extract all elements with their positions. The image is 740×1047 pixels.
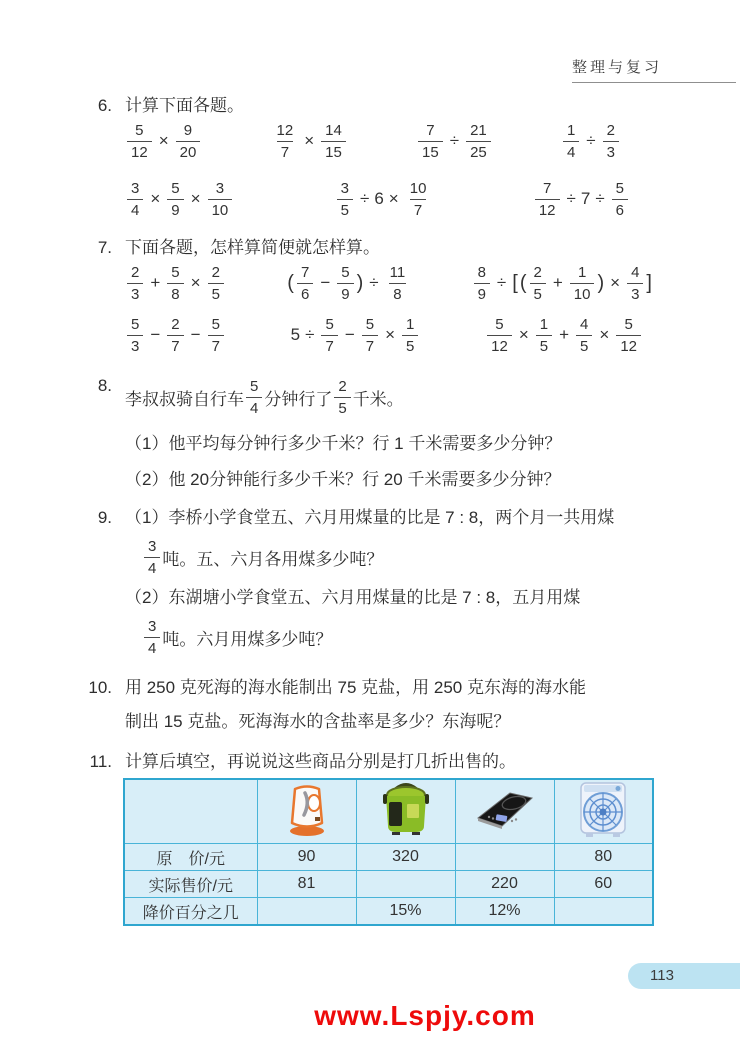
fraction: $\frac{3}{4}$ <box>127 181 143 218</box>
fraction: $\frac{4}{3}$ <box>627 265 643 302</box>
text-token: 吨。五、六月各用煤多少吨？ <box>162 549 384 569</box>
bracket: ) <box>356 271 364 294</box>
fraction: $\frac{3}{5}$ <box>337 181 353 218</box>
operator: × <box>599 325 610 344</box>
exercise-8-question-1: （1）他平均每分钟行多少千米？行 1 千米需要多少分钟？ <box>125 434 562 453</box>
fraction: $\frac{5}{12}$ <box>127 123 152 160</box>
row-label: 实际售价/元 <box>124 871 257 898</box>
exercise-6 <box>0 94 740 222</box>
fraction: $\frac{3}{4}$ <box>144 619 160 656</box>
price-cell: 60 <box>554 871 653 898</box>
fraction: $\frac{5}{12}$ <box>487 317 512 354</box>
math-expression <box>485 317 643 354</box>
kettle-cell <box>257 779 356 844</box>
fraction: $\frac{2}{5}$ <box>334 379 350 416</box>
fraction: $\frac{5}{9}$ <box>337 265 353 302</box>
operator: + <box>150 273 161 292</box>
math-row <box>125 260 653 306</box>
row-label: 原 价/元 <box>124 844 257 871</box>
exercise-10-line-2: 制出 15 克盐。死海海水的含盐率是多少？东海呢？ <box>125 712 511 731</box>
rice-cooker-cell <box>356 779 455 844</box>
fraction: $\frac{5}{12}$ <box>616 317 641 354</box>
math-expression <box>125 265 226 302</box>
operator: ÷ <box>586 131 596 150</box>
exercise-6-title: 计算下面各题。 <box>125 96 244 115</box>
math-expression <box>271 123 348 160</box>
exercise-8-number: 8. <box>97 376 112 395</box>
fraction: $\frac{1}{5}$ <box>402 317 418 354</box>
rice-cooker-image <box>380 782 432 841</box>
electric-kettle-image <box>285 781 329 842</box>
fraction: $\frac{7}{15}$ <box>418 123 443 160</box>
price-cell: 80 <box>554 844 653 871</box>
text-token: 李叔叔骑自行车 <box>125 389 244 409</box>
exercise-8 <box>0 374 740 492</box>
exercise-11-number: 11. <box>89 752 112 771</box>
fraction: $\frac{3}{4}$ <box>144 539 160 576</box>
percent-cell <box>554 898 653 926</box>
exercise-8-question-2: （2）他 20分钟能行多少千米？行 20 千米需要多少分钟？ <box>125 470 561 489</box>
exercise-10-number: 10. <box>88 678 112 697</box>
math-expression <box>125 317 226 354</box>
operator: ÷ <box>305 325 315 344</box>
fraction: $\frac{10}{7}$ <box>409 179 427 219</box>
fraction: $\frac{2}{3}$ <box>127 265 143 302</box>
price-cell <box>356 871 455 898</box>
math-row <box>125 118 621 164</box>
exercise-7-title: 下面各题，怎样算简便就怎样算。 <box>125 238 380 257</box>
math-expression <box>125 123 202 160</box>
exercise-8-intro <box>125 374 740 420</box>
percent-cell <box>257 898 356 926</box>
exercise-9-line-3: （2）东湖塘小学食堂五、六月用煤量的比是 7 : 8，五月用煤 <box>125 588 581 607</box>
fraction: $\frac{7}{6}$ <box>297 265 313 302</box>
text-token: 6 <box>374 189 384 208</box>
exercise-7-body <box>112 236 740 358</box>
exercise-9 <box>0 506 740 660</box>
operator: × <box>518 325 529 344</box>
operator: ÷ <box>496 273 507 292</box>
product-image-row <box>124 779 653 844</box>
operator: + <box>552 273 563 292</box>
fraction: $\frac{5}{4}$ <box>246 379 262 416</box>
operator: × <box>158 131 169 150</box>
exercise-9-line-1: （1）李桥小学食堂五、六月用煤量的比是 7 : 8，两个月一共用煤 <box>125 508 615 527</box>
operator: − <box>344 325 355 344</box>
math-expression <box>335 181 433 218</box>
fraction: $\frac{11}{8}$ <box>389 263 406 303</box>
induction-cooker-cell <box>455 779 554 844</box>
price-cell: 220 <box>455 871 554 898</box>
exercise-11-title: 计算后填空，再说说这些商品分别是打几折出售的。 <box>125 752 516 771</box>
math-row <box>125 176 630 222</box>
operator: × <box>190 273 201 292</box>
operator: ÷ <box>595 189 605 208</box>
fraction: $\frac{9}{20}$ <box>176 123 201 160</box>
header-title: 整理与复习 <box>572 59 663 76</box>
price-cell <box>455 844 554 871</box>
exercise-7-number: 7. <box>97 238 112 257</box>
operator: − <box>150 325 161 344</box>
bracket: [ <box>512 271 518 294</box>
math-expression <box>561 123 621 160</box>
price-table <box>123 778 654 926</box>
bracket: ( <box>519 271 527 294</box>
fraction: $\frac{5}{3}$ <box>127 317 143 354</box>
bracket: ] <box>646 271 652 294</box>
fraction: $\frac{2}{3}$ <box>603 123 619 160</box>
price-cell: 81 <box>257 871 356 898</box>
exercise-10 <box>0 676 740 734</box>
text-token: 分钟行了 <box>264 389 333 409</box>
fraction: $\frac{8}{9}$ <box>474 265 490 302</box>
operator: × <box>385 325 396 344</box>
operator: ÷ <box>369 273 379 292</box>
math-expression <box>286 265 411 302</box>
fraction: $\frac{3}{10}$ <box>208 181 233 218</box>
operator: ÷ <box>566 189 576 208</box>
operator: × <box>150 189 161 208</box>
fraction: $\frac{12}{7}$ <box>276 121 294 161</box>
exercise-10-line-1: 用 250 克死海的海水能制出 75 克盐，用 250 克东海的海水能 <box>125 678 586 697</box>
actual-price-row <box>124 871 653 898</box>
page-number-badge: 113 <box>628 963 740 989</box>
fraction: $\frac{4}{5}$ <box>576 317 592 354</box>
fan-cell <box>554 779 653 844</box>
fraction: $\frac{5}{8}$ <box>167 265 183 302</box>
exercise-10-body <box>112 676 740 734</box>
operator: ÷ <box>359 189 370 208</box>
exercise-9-number: 9. <box>97 508 112 527</box>
fraction: $\frac{5}{9}$ <box>167 181 183 218</box>
induction-cooker-image <box>474 788 536 835</box>
text-token: 吨。六月用煤多少吨？ <box>162 629 333 649</box>
discount-percent-row <box>124 898 653 926</box>
percent-cell: 12% <box>455 898 554 926</box>
operator: ÷ <box>449 131 460 150</box>
exercise-8-body <box>112 374 740 492</box>
text-token: 7 <box>580 189 591 208</box>
exercise-6-number: 6. <box>97 96 112 115</box>
bracket: ( <box>287 271 294 294</box>
operator: × <box>610 273 621 292</box>
operator: × <box>304 131 315 150</box>
exercise-9-line-2 <box>142 534 740 580</box>
row-label: 降价百分之几 <box>124 898 257 926</box>
operator: + <box>559 325 570 344</box>
price-cell: 90 <box>257 844 356 871</box>
operator: × <box>190 189 201 208</box>
text-token: 5 <box>290 325 301 344</box>
operator: × <box>388 189 399 208</box>
text-token: 千米。 <box>352 389 404 409</box>
math-expression <box>533 181 630 218</box>
operator: − <box>190 325 201 344</box>
fraction: $\frac{5}{7}$ <box>362 317 378 354</box>
fraction: $\frac{1}{10}$ <box>570 265 595 302</box>
math-row <box>125 312 643 358</box>
fraction: $\frac{2}{5}$ <box>530 265 546 302</box>
original-price-row <box>124 844 653 871</box>
table-corner-cell <box>124 779 257 844</box>
fraction: $\frac{14}{15}$ <box>321 123 346 160</box>
fraction: $\frac{21}{25}$ <box>466 123 491 160</box>
exercise-6-body <box>112 94 740 222</box>
fraction: $\frac{1}{4}$ <box>563 123 579 160</box>
watermark-text: www.Lspjy.com <box>314 1000 536 1031</box>
bracket: ) <box>597 271 605 294</box>
exercise-9-line-4 <box>142 614 740 660</box>
fraction: $\frac{2}{5}$ <box>208 265 224 302</box>
exercise-9-body <box>112 506 740 660</box>
fraction: $\frac{7}{12}$ <box>535 181 560 218</box>
percent-cell: 15% <box>356 898 455 926</box>
math-expression <box>291 317 421 354</box>
exercise-11 <box>0 750 740 774</box>
electric-fan-image <box>576 780 630 843</box>
fraction: $\frac{2}{7}$ <box>167 317 183 354</box>
fraction: $\frac{5}{6}$ <box>612 181 628 218</box>
math-expression <box>125 181 234 218</box>
exercise-11-body <box>112 750 740 774</box>
fraction: $\frac{1}{5}$ <box>536 317 552 354</box>
operator: − <box>320 273 331 292</box>
price-cell: 320 <box>356 844 455 871</box>
math-expression <box>416 123 493 160</box>
fraction: $\frac{5}{7}$ <box>321 317 337 354</box>
fraction: $\frac{5}{7}$ <box>208 317 224 354</box>
math-expression <box>472 265 653 302</box>
exercise-7 <box>0 236 740 358</box>
